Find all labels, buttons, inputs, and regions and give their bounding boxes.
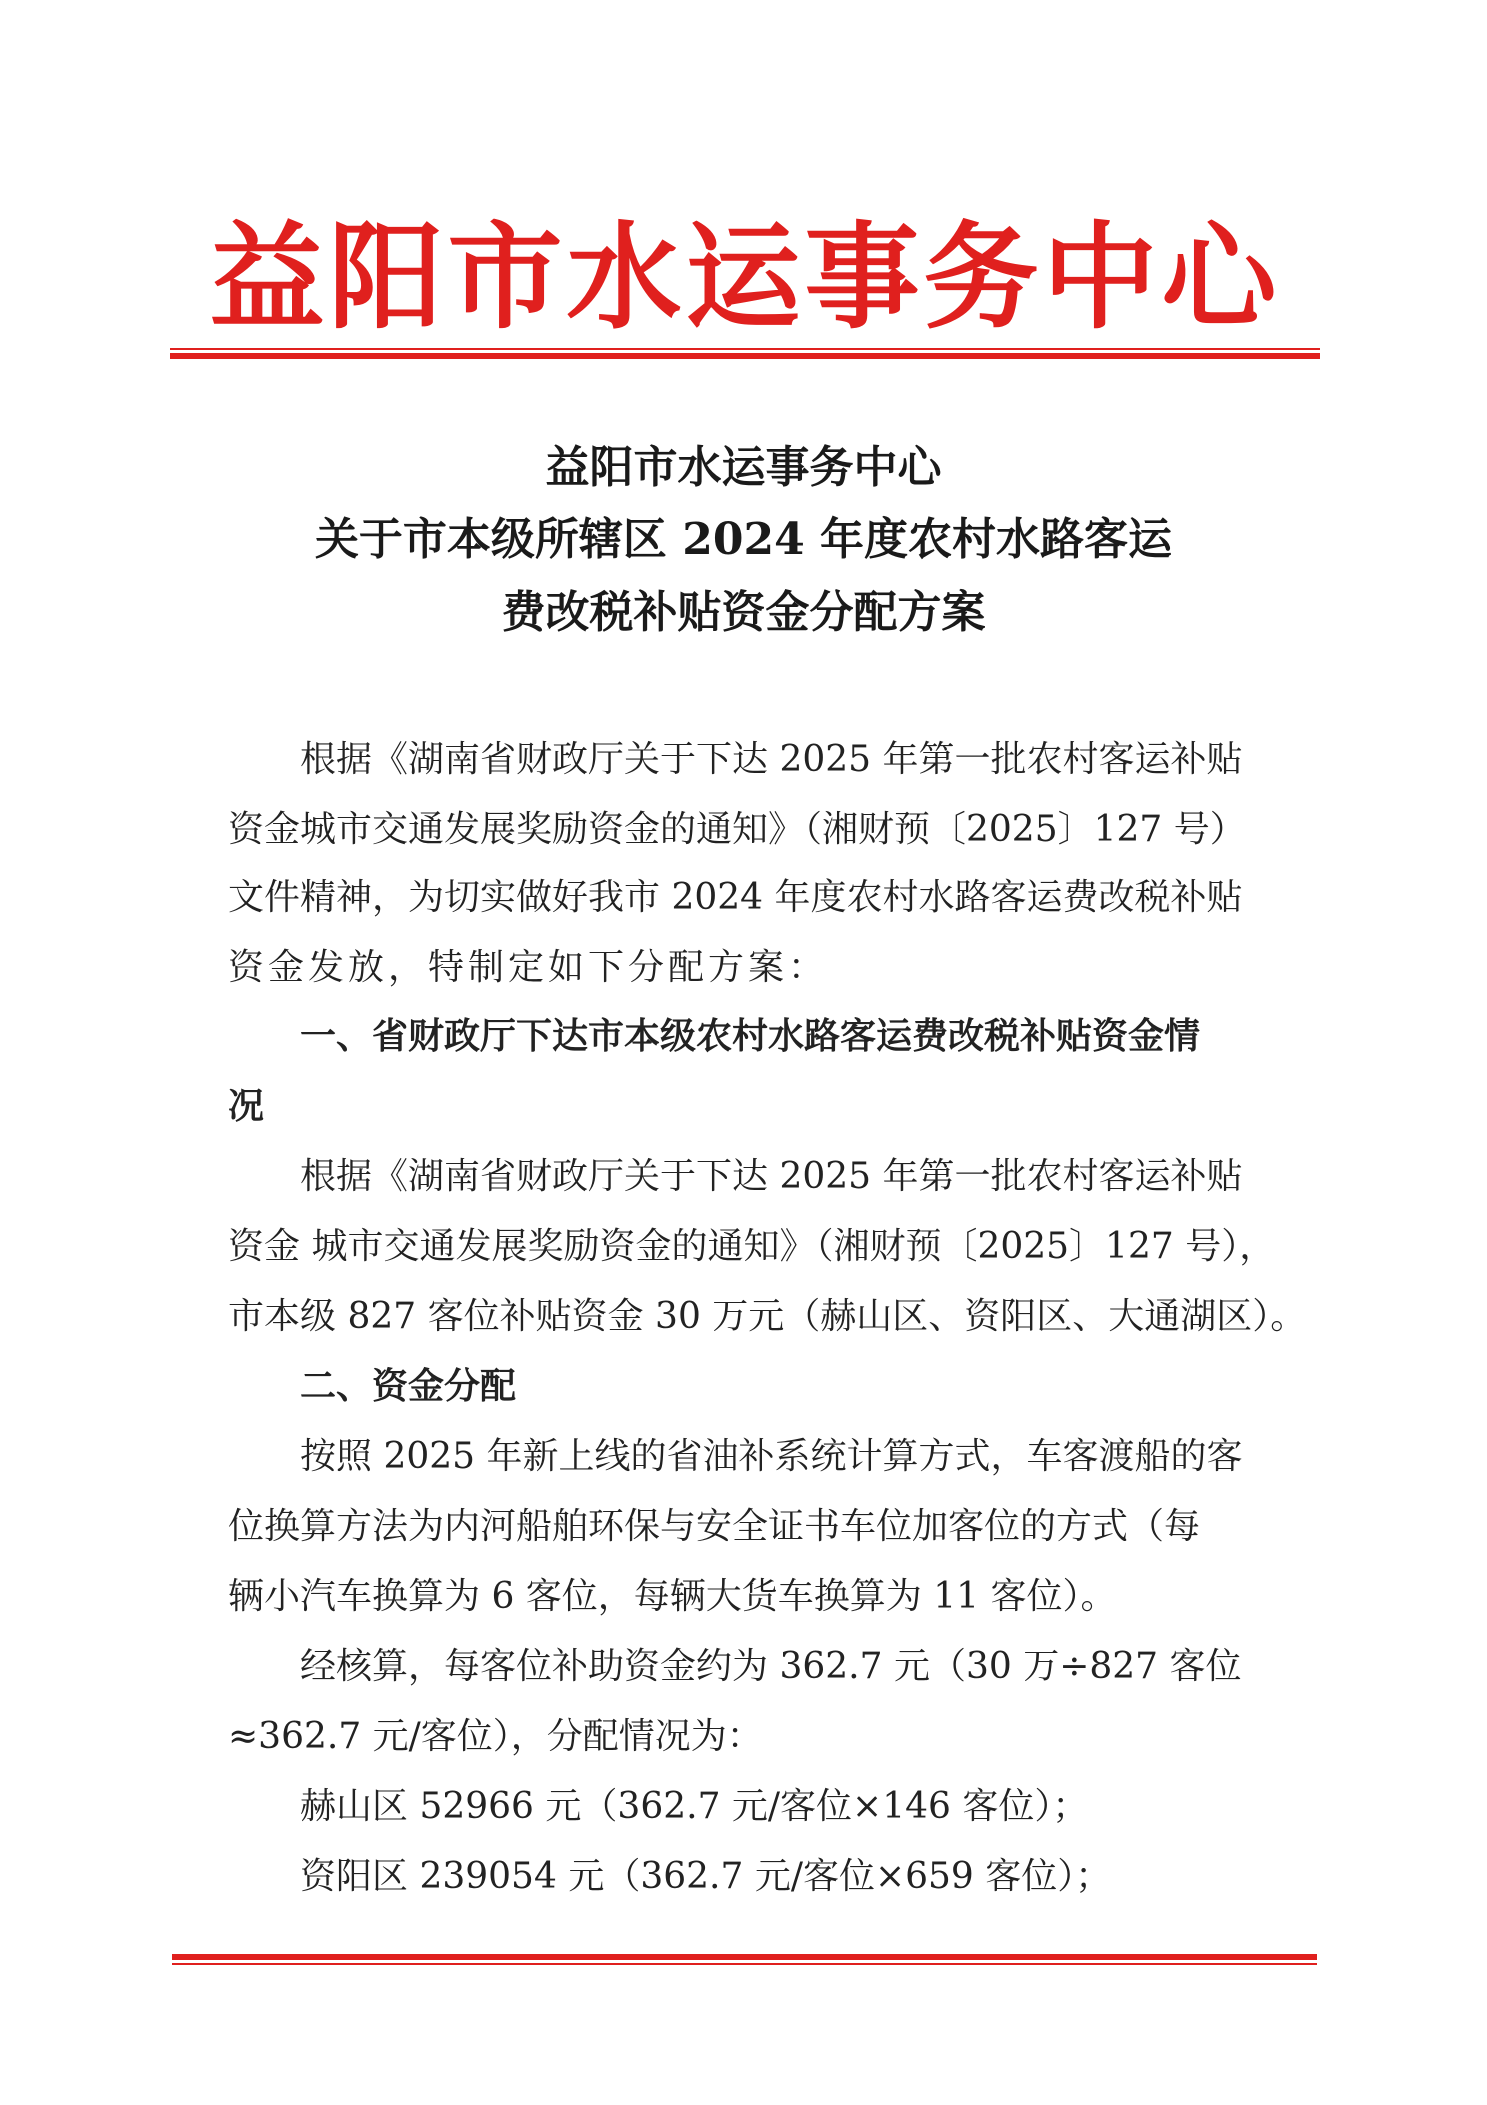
allocation-heshan: 赫山区 52966 元（362.7 元/客位×146 客位）； [300, 1786, 1089, 1827]
para-1-line-2: 资金城市交通发展奖励资金的通知》（湘财预〔2025〕127 号） [228, 809, 1246, 850]
para-1-line-3: 文件精神，为切实做好我市 2024 年度农村水路客运费改税补贴 [228, 877, 1243, 918]
doc-title-line-3: 费改税补贴资金分配方案 [501, 587, 986, 638]
para-2-line-2: 资金 城市交通发展奖励资金的通知》（湘财预〔2025〕127 号）， [228, 1226, 1276, 1267]
para-3-line-1: 按照 2025 年新上线的省油补系统计算方式，车客渡船的客 [300, 1436, 1243, 1477]
letterhead-org-name: 益阳市水运事务中心 [209, 210, 1281, 345]
para-2-line-3: 市本级 827 客位补贴资金 30 万元（赫山区、资阳区、大通湖区）。 [228, 1296, 1307, 1337]
para-1-line-4: 资金发放，特制定如下分配方案： [228, 947, 829, 988]
para-1-line-1: 根据《湖南省财政厅关于下达 2025 年第一批农村客运补贴 [300, 739, 1243, 780]
para-4-line-1: 经核算，每客位补助资金约为 362.7 元（30 万÷827 客位 [300, 1646, 1242, 1687]
para-2-line-1: 根据《湖南省财政厅关于下达 2025 年第一批农村客运补贴 [300, 1156, 1243, 1197]
para-4-line-2: ≈362.7 元/客位），分配情况为： [228, 1716, 763, 1757]
section-heading-1: 一、省财政厅下达市本级农村水路客运费改税补贴资金情 [300, 1016, 1201, 1057]
footer-rule-thin [172, 1963, 1317, 1965]
footer-rule-thick [172, 1954, 1317, 1960]
para-3-line-2: 位换算方法为内河船舶环保与安全证书车位加客位的方式（每 [228, 1506, 1201, 1547]
section-heading-2: 二、资金分配 [300, 1366, 517, 1407]
doc-title-line-2: 关于市本级所辖区 2024 年度农村水路客运 [314, 514, 1173, 565]
letterhead-rule-thin [170, 348, 1320, 350]
section-heading-1-cont: 况 [228, 1086, 265, 1127]
allocation-ziyang: 资阳区 239054 元（362.7 元/客位×659 客位）； [300, 1856, 1112, 1897]
doc-title-line-1: 益阳市水运事务中心 [545, 442, 942, 493]
para-3-line-3: 辆小汽车换算为 6 客位，每辆大货车换算为 11 客位）。 [228, 1576, 1117, 1617]
letterhead-rule-thick [170, 353, 1320, 359]
